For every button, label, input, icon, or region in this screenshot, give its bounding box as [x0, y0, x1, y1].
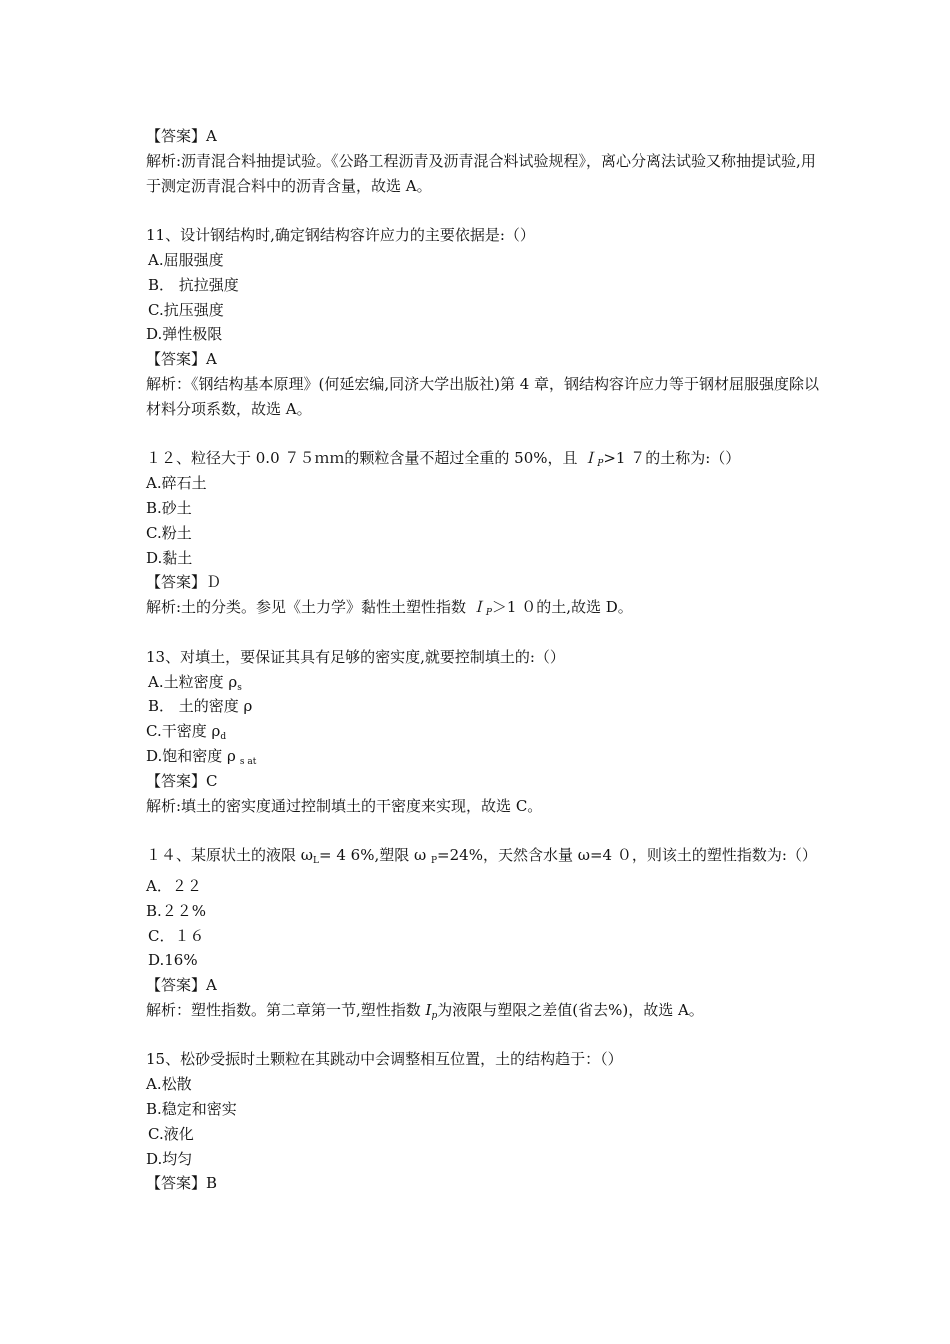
answer-14: 【答案】A	[146, 976, 217, 995]
option-13-a: A.土粒密度 $\rho_s$	[148, 672, 242, 693]
question-14: １４、某原状土的液限 $\omega_L= 4$ 6%,塑限 ω $_P$=24%，天然含水量 ω=4 ０，则该土的塑性指数为:（）	[146, 846, 817, 867]
option-11-a: A.屈服强度	[148, 250, 224, 269]
spacer	[146, 620, 826, 645]
document-page	[146, 124, 826, 1196]
analysis-14: 解析：塑性指数。第二章第一节,塑性指数 $I_p$为液限与塑限之差值(省去%)，故选 A。	[146, 1000, 704, 1021]
answer-10: 【答案】A	[146, 127, 217, 145]
spacer	[146, 198, 826, 223]
spacer	[146, 818, 826, 843]
analysis-13: 解析:填土的密实度通过控制填土的干密度来实现，故选 C。	[146, 796, 543, 815]
option-13-b: B． 土的密度 ρ	[148, 697, 253, 716]
option-13-d: D.饱和密度 ρ $_{s at}$	[146, 746, 257, 767]
option-15-c: C.液化	[148, 1124, 194, 1143]
answer-11: 【答案】A	[146, 350, 217, 369]
question-13: 13、对填土，要保证其具有足够的密实度,就要控制填土的:（）	[146, 647, 565, 666]
option-14-a: A．２２	[146, 876, 202, 895]
spacer	[146, 422, 826, 447]
answer-12: 【答案】Ｄ	[146, 573, 222, 592]
option-11-b: B． 抗拉强度	[148, 275, 239, 294]
option-11-d: D.弹性极限	[146, 325, 223, 344]
analysis-10: 解析:沥青混合料抽提试验。《公路工程沥青及沥青混合料试验规程》，离心分离法试验又称抽提试验,用于测定沥青混合料中的沥青含量，故选 A。	[146, 151, 816, 195]
option-13-c: C.干密度 $\rho_d$	[146, 722, 227, 743]
option-15-b: B.稳定和密实	[146, 1100, 237, 1119]
question-15: 15、松砂受振时土颗粒在其跳动中会调整相互位置，土的结构趋于：（）	[146, 1050, 623, 1069]
analysis-12: 解析:土的分类。参见《土力学》黏性土塑性指数 Ｉ$_P$＞1 ０的土,故选 D。	[146, 598, 633, 619]
option-15-d: D.均匀	[146, 1149, 193, 1168]
option-14-b: B.２２%	[146, 901, 207, 920]
answer-13: 【答案】C	[146, 771, 218, 790]
option-14-c: C．１６	[148, 926, 205, 945]
analysis-11: 解析：《钢结构基本原理》(何延宏编,同济大学出版社)第 4 章，钢结构容许应力等于钢材屈服强度除以材料分项系数，故选 A。	[146, 374, 820, 418]
answer-15: 【答案】B	[146, 1174, 218, 1193]
question-12: １２、粒径大于 0.0 ７５ｍｍ的颗粒含量不超过全重的 50%，且 Ｉ$_P$>1 ７的土称为:（）	[146, 449, 741, 470]
option-12-a: A.碎石土	[146, 474, 207, 493]
option-12-b: B.砂土	[146, 498, 192, 517]
spacer	[146, 1023, 826, 1048]
option-12-c: C.粉土	[146, 523, 192, 542]
option-11-c: C.抗压强度	[148, 300, 224, 319]
option-12-d: D.黏土	[146, 548, 193, 567]
option-14-d: D.16%	[148, 951, 198, 970]
option-15-a: A.松散	[146, 1075, 192, 1094]
question-11: 11、设计钢结构时,确定钢结构容许应力的主要依据是:（）	[146, 226, 535, 245]
